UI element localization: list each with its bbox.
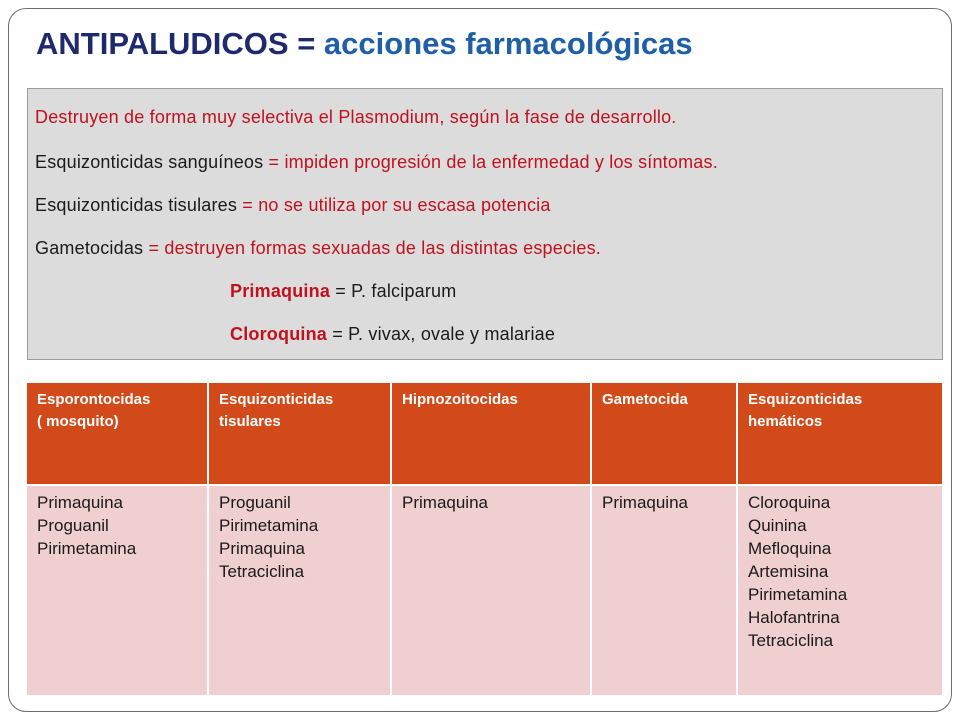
table-header-cell xyxy=(392,383,590,484)
drug-name: Primaquina xyxy=(219,539,305,558)
table-header-cell xyxy=(592,383,736,484)
table-cell xyxy=(738,486,942,695)
table-cell xyxy=(592,486,736,695)
drug-name: Pirimetamina xyxy=(748,585,848,604)
table-header-cell xyxy=(27,383,207,484)
drug-name: Primaquina xyxy=(402,493,488,512)
header-line: ( mosquito) xyxy=(37,413,119,430)
drug-name: Proguanil xyxy=(37,516,109,535)
drug-name: Tetraciclina xyxy=(748,631,834,650)
slide-title xyxy=(36,26,693,62)
drug-name: Pirimetamina xyxy=(219,516,319,535)
header-line: Esquizonticidas xyxy=(748,391,863,408)
info-line-4-term: Gametocidas xyxy=(35,238,144,258)
table-cell xyxy=(392,486,590,695)
info-box xyxy=(27,88,943,360)
info-line-6-desc: = P. vivax, ovale y malariae xyxy=(327,324,556,344)
header-line: Gametocida xyxy=(602,391,688,408)
table-header-cell xyxy=(209,383,390,484)
title-main: ANTIPALUDICOS = xyxy=(36,26,324,61)
drug-name: Primaquina xyxy=(37,493,123,512)
drug-name: Halofantrina xyxy=(748,608,840,627)
header-line: hemáticos xyxy=(748,413,823,430)
table-header-cell xyxy=(738,383,942,484)
drug-name: Primaquina xyxy=(602,493,688,512)
header-line: Esporontocidas xyxy=(37,391,151,408)
info-line-4-desc: = destruyen formas sexuadas de las distintas especies. xyxy=(143,238,601,258)
drug-name: Artemisina xyxy=(748,562,829,581)
drug-name: Tetraciclina xyxy=(219,562,305,581)
info-line-2-desc: = impiden progresión de la enfermedad y los síntomas. xyxy=(263,152,718,172)
info-line-6-drug: Cloroquina xyxy=(230,324,327,344)
header-line: tisulares xyxy=(219,413,281,430)
table-cell xyxy=(27,486,207,695)
table-cell xyxy=(209,486,390,695)
info-line-3 xyxy=(35,193,551,217)
info-line-1: Destruyen de forma muy selectiva el Plasmodium, según la fase de desarrollo. xyxy=(35,107,677,127)
info-line-2 xyxy=(35,150,718,174)
title-accent: acciones farmacológicas xyxy=(323,26,693,61)
header-line: Esquizonticidas xyxy=(219,391,334,408)
info-line-6 xyxy=(230,322,555,346)
drug-name: Cloroquina xyxy=(748,493,831,512)
info-line-2-term: Esquizonticidas sanguíneos xyxy=(35,152,264,172)
drug-name: Quinina xyxy=(748,516,807,535)
drug-table xyxy=(27,383,942,695)
drug-name: Proguanil xyxy=(219,493,291,512)
info-line-5-drug: Primaquina xyxy=(230,281,331,301)
info-line-4 xyxy=(35,236,601,260)
info-line-5 xyxy=(230,279,456,303)
info-line-3-desc: = no se utiliza por su escasa potencia xyxy=(237,195,551,215)
drug-name: Pirimetamina xyxy=(37,539,137,558)
header-line: Hipnozoitocidas xyxy=(402,391,518,408)
info-line-3-term: Esquizonticidas tisulares xyxy=(35,195,238,215)
drug-name: Mefloquina xyxy=(748,539,832,558)
info-line-5-desc: = P. falciparum xyxy=(330,281,457,301)
